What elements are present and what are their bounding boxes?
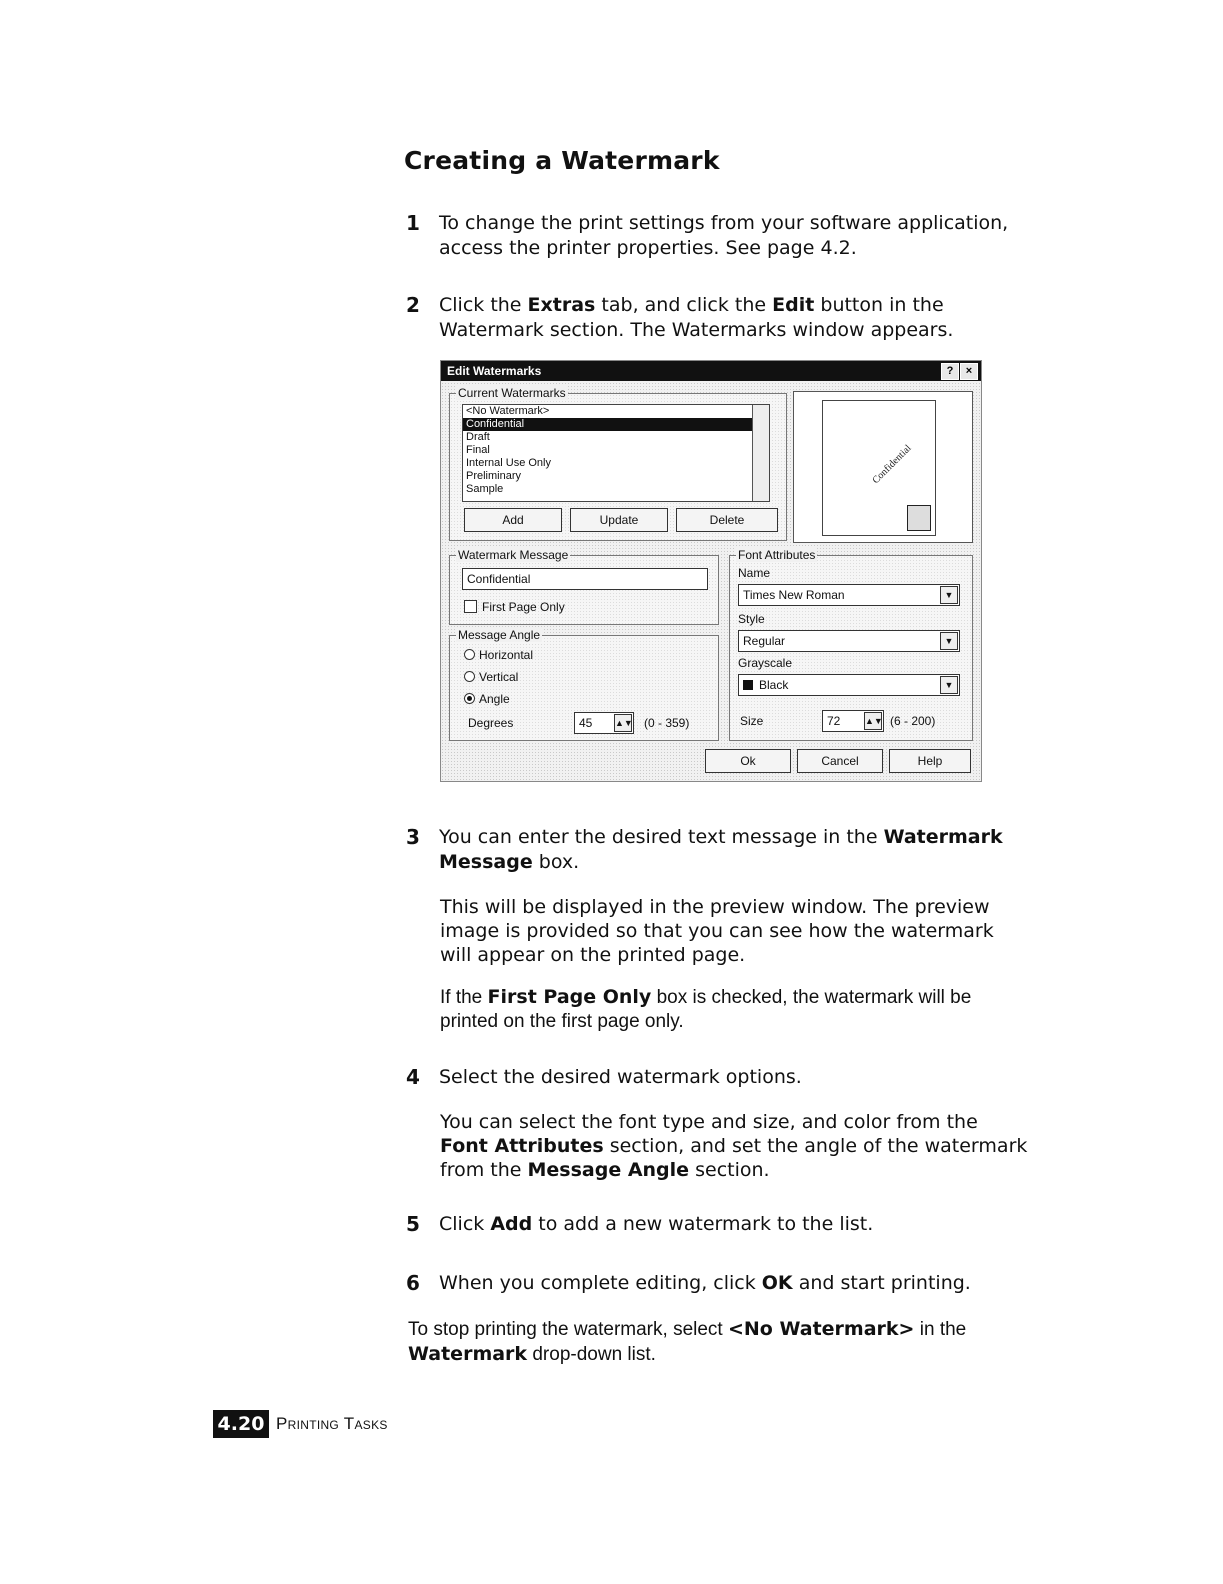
list-item[interactable]: Sample (466, 483, 504, 495)
step-text: Select the desired watermark options. (439, 1066, 802, 1088)
list-item[interactable]: Preliminary (466, 470, 522, 482)
step-text: To change the print settings from your software application, access the printer properties. See page 4.2. (439, 212, 1009, 259)
checkbox-box[interactable] (464, 600, 477, 613)
watermark-list[interactable] (462, 404, 770, 502)
ok-button[interactable]: Ok (705, 749, 791, 773)
step-text: When you complete editing, click OK and start printing. (439, 1272, 971, 1294)
watermark-preview (793, 391, 973, 543)
group-label: Font Attributes (738, 548, 816, 562)
preview-toggle-icon[interactable] (907, 505, 931, 531)
watermark-message-input[interactable]: Confidential (462, 568, 708, 590)
delete-button[interactable]: Delete (676, 508, 778, 532)
dialog-titlebar (441, 361, 981, 381)
font-style-select[interactable]: Regular ▼ (738, 630, 960, 652)
help-icon[interactable]: ? (941, 363, 959, 380)
step-4 (406, 1065, 1016, 1090)
degrees-label: Degrees (468, 716, 514, 730)
page-number-badge: 4.20 (213, 1410, 269, 1438)
color-swatch (743, 680, 753, 690)
horizontal-radio[interactable]: Horizontal (464, 648, 533, 662)
name-label: Name (738, 566, 771, 580)
step-1 (406, 211, 1016, 261)
group-label: Watermark Message (458, 548, 569, 562)
size-spinner[interactable]: 72 ▲▼ (822, 710, 884, 732)
style-label: Style (738, 612, 765, 626)
message-angle-group (449, 628, 719, 741)
size-label: Size (740, 714, 764, 728)
size-range: (6 - 200) (890, 714, 936, 728)
first-page-only-checkbox[interactable]: First Page Only (464, 600, 565, 614)
step-text: You can enter the desired text message in the Watermark Message box. (439, 826, 1003, 873)
list-item[interactable]: Confidential (463, 418, 769, 431)
add-button[interactable]: Add (464, 508, 562, 532)
list-item[interactable]: <No Watermark> (466, 405, 550, 417)
chevron-down-icon[interactable]: ▼ (940, 586, 958, 604)
list-scrollbar[interactable] (752, 405, 769, 501)
current-watermarks-group (449, 386, 787, 541)
step-2 (406, 293, 1016, 343)
chevron-down-icon[interactable]: ▼ (940, 632, 958, 650)
spinner-arrows-icon[interactable]: ▲▼ (614, 714, 632, 732)
watermark-message-group (449, 548, 719, 625)
step-number: 3 (406, 825, 420, 849)
help-button[interactable]: Help (889, 749, 971, 773)
grayscale-label: Grayscale (738, 656, 793, 670)
step-5 (406, 1212, 1016, 1237)
update-button[interactable]: Update (570, 508, 668, 532)
close-icon[interactable]: × (960, 363, 978, 380)
group-label: Current Watermarks (458, 386, 566, 400)
group-label: Message Angle (458, 628, 541, 642)
step-6 (406, 1271, 1016, 1296)
step-text: Click the Extras tab, and click the Edit button in the Watermark section. The Watermarks window appears. (439, 294, 954, 341)
step-3 (406, 825, 1016, 875)
preview-watermark-text: Confidential (870, 442, 914, 487)
font-attributes-group (729, 548, 973, 741)
step-text: Click Add to add a new watermark to the list. (439, 1213, 874, 1235)
degrees-range: (0 - 359) (644, 716, 690, 730)
vertical-radio[interactable]: Vertical (464, 670, 518, 684)
dialog-title: Edit Watermarks (447, 364, 542, 378)
section-name: Printing Tasks (276, 1414, 388, 1433)
list-item[interactable]: Final (466, 444, 490, 456)
spinner-arrows-icon[interactable]: ▲▼ (864, 712, 882, 730)
preview-page (822, 400, 936, 536)
font-name-select[interactable]: Times New Roman ▼ (738, 584, 960, 606)
step-number: 4 (406, 1065, 420, 1089)
step-number: 5 (406, 1212, 420, 1236)
step-3-detail: This will be displayed in the preview window. The preview image is provided so that you can see how the watermark will appear on the printed page. (440, 896, 994, 966)
grayscale-select[interactable]: Black ▼ (738, 674, 960, 696)
cancel-button[interactable]: Cancel (797, 749, 883, 773)
page-title: Creating a Watermark (404, 146, 720, 175)
degrees-spinner[interactable]: 45 ▲▼ (574, 712, 634, 734)
step-4-detail: You can select the font type and size, and color from the Font Attributes section, and set the angle of the watermark from the Message Angle section. (440, 1111, 1028, 1181)
step-number: 6 (406, 1271, 420, 1295)
step-3-note: If the First Page Only box is checked, the watermark will be printed on the first page only. (440, 986, 972, 1032)
chevron-down-icon[interactable]: ▼ (940, 676, 958, 694)
step-number: 1 (406, 211, 420, 235)
angle-radio[interactable]: Angle (464, 692, 510, 706)
step-number: 2 (406, 293, 420, 317)
edit-watermarks-dialog (440, 360, 982, 782)
list-item[interactable]: Internal Use Only (466, 457, 551, 469)
stop-watermark-note: To stop printing the watermark, select <No Watermark> in the Watermark drop-down list. (408, 1318, 967, 1365)
list-item[interactable]: Draft (466, 431, 490, 443)
